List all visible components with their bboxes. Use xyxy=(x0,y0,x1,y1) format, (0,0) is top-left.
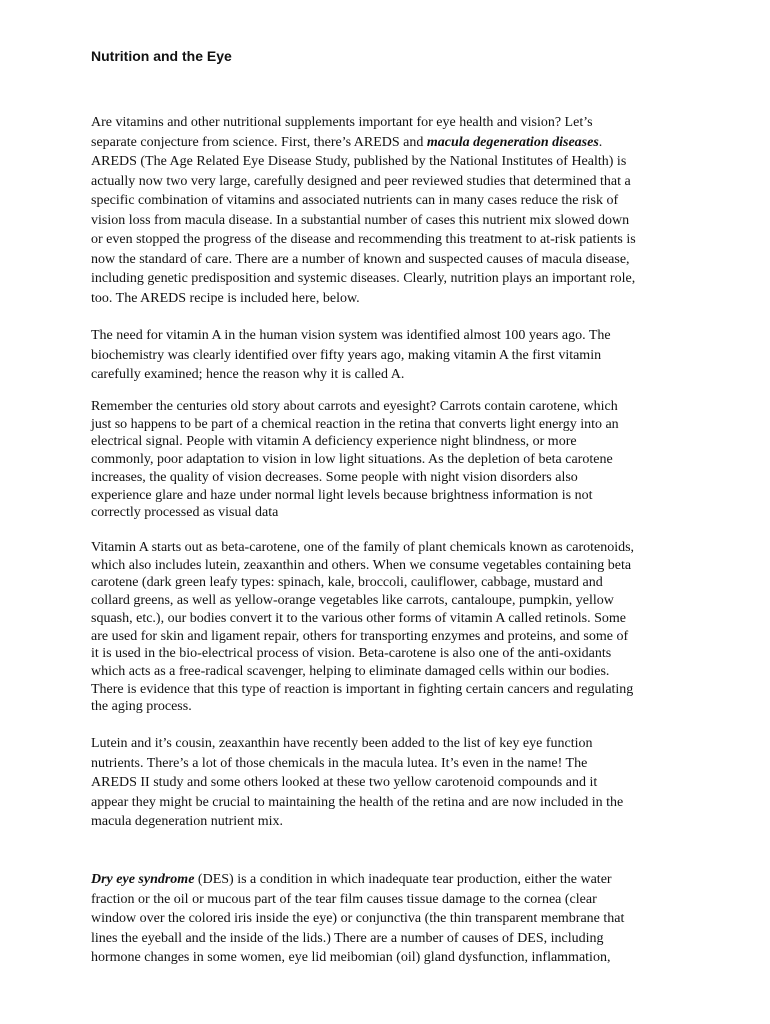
text-line: the aging process. xyxy=(91,699,192,715)
text-line: correctly processed as visual data xyxy=(91,505,279,521)
text-line: carefully examined; hence the reason why it is called A. xyxy=(91,367,405,382)
text-line: Remember the centuries old story about carrots and eyesight? Carrots contain carotene, which xyxy=(91,399,618,414)
text-line: squash, etc.), our bodies convert it to the various other forms of vitamin A called retinols. Some xyxy=(91,610,627,626)
text-run: separate conjecture from science. First, there’s AREDS and xyxy=(91,134,427,150)
text-line: AREDS II study and some others looked at these two yellow carotenoid compounds and it xyxy=(91,775,598,790)
text-line: Are vitamins and other nutritional supplements important for eye health and vision? Let’s xyxy=(91,115,593,130)
text-line: nutrients. There’s a lot of those chemicals in the macula lutea. It’s even in the name! The xyxy=(91,755,588,771)
text-line: it is used in the bio-electrical process of vision. Beta-carotene is also one of the anti-oxidants xyxy=(91,646,612,662)
emphasis-dry-eye-syndrome: Dry eye syndrome xyxy=(91,872,195,887)
text-run: (DES) is a condition in which inadequate tear production, either the water xyxy=(194,872,612,887)
text-line: too. The AREDS recipe is included here, below. xyxy=(91,290,360,306)
text-line: collard greens, as well as yellow-orange vegetables like carrots, cantaloupe, pumpkin, yellow xyxy=(91,593,614,609)
text-line: or even stopped the progress of the disease and recommending this treatment to at-risk patients is xyxy=(91,232,636,247)
text-line: increases, the quality of vision decreases. Some people with night vision disorders also xyxy=(91,469,578,485)
text-line: macula degeneration nutrient mix. xyxy=(91,814,284,829)
paragraph-vitamin-a-need xyxy=(91,326,691,385)
text-line: carotene (dark green leafy types: spinach, kale, broccoli, cauliflower, cabbage, mustard and xyxy=(91,575,603,591)
text-line: AREDS (The Age Related Eye Disease Study, published by the National Institutes of Health) is xyxy=(91,154,627,169)
text-line: hormone changes in some women, eye lid meibomian (oil) gland dysfunction, inflammation, xyxy=(91,950,611,965)
text-line: lines the eyeball and the inside of the lids.) There are a number of causes of DES, including xyxy=(91,930,604,946)
text-line xyxy=(91,133,691,153)
text-line: just so happens to be part of a chemical reaction in the retina that converts light energy into an xyxy=(91,416,619,432)
text-line xyxy=(91,870,691,890)
text-line: experience glare and haze under normal light levels because brightness information is not xyxy=(91,487,593,503)
document-title: Nutrition and the Eye xyxy=(91,48,232,64)
text-line: are used for skin and ligament repair, others for transporting enzymes and proteins, and some of xyxy=(91,628,629,644)
paragraph-areds xyxy=(91,113,691,308)
text-line: Vitamin A starts out as beta-carotene, one of the family of plant chemicals known as carotenoids, xyxy=(91,540,635,555)
paragraph-carrots xyxy=(91,398,691,522)
text-line: commonly, poor adaptation to vision in low light situations. As the depletion of beta carotene xyxy=(91,452,613,468)
text-line: which also includes lutein, zeaxanthin and others. When we consume vegetables containing beta xyxy=(91,557,632,573)
text-line: The need for vitamin A in the human vision system was identified almost 100 years ago. The xyxy=(91,328,611,343)
text-line: vision loss from macula disease. In a substantial number of cases this nutrient mix slowed down xyxy=(91,212,630,228)
text-line: fraction or the oil or mucous part of the tear film causes tissue damage to the cornea (clear xyxy=(91,891,597,907)
text-line: electrical signal. People with vitamin A deficiency experience night blindness, or more xyxy=(91,434,577,450)
paragraph-dry-eye-syndrome xyxy=(91,870,691,968)
text-run: . xyxy=(598,134,603,150)
text-line: Lutein and it’s cousin, zeaxanthin have recently been added to the list of key eye function xyxy=(91,736,593,751)
paragraph-lutein xyxy=(91,734,691,832)
text-line: There is evidence that this type of reaction is important in fighting certain cancers and regulating xyxy=(91,681,634,697)
text-line: now the standard of care. There are a number of known and suspected causes of macula disease, xyxy=(91,251,630,267)
emphasis-macula-degeneration-diseases: macula degeneration diseases xyxy=(426,134,599,150)
text-line: actually now two very large, carefully designed and peer reviewed studies that determined that a xyxy=(91,173,631,189)
text-line: biochemistry was clearly identified over fifty years ago, making vitamin A the first vitamin xyxy=(91,347,602,363)
text-line: appear they might be crucial to maintaining the health of the retina and are now included in the xyxy=(91,794,624,810)
paragraph-beta-carotene xyxy=(91,539,691,716)
text-line: specific combination of vitamins and associated nutrients can in many cases reduce the risk of xyxy=(91,193,619,208)
text-line: which acts as a free-radical scavenger, helping to eliminate damaged cells within our bodies. xyxy=(91,663,610,679)
text-line: including genetic predisposition and systemic diseases. Clearly, nutrition plays an important role, xyxy=(91,271,636,286)
text-line: window over the colored iris inside the eye) or conjunctiva (the thin transparent membrane that xyxy=(91,911,625,926)
